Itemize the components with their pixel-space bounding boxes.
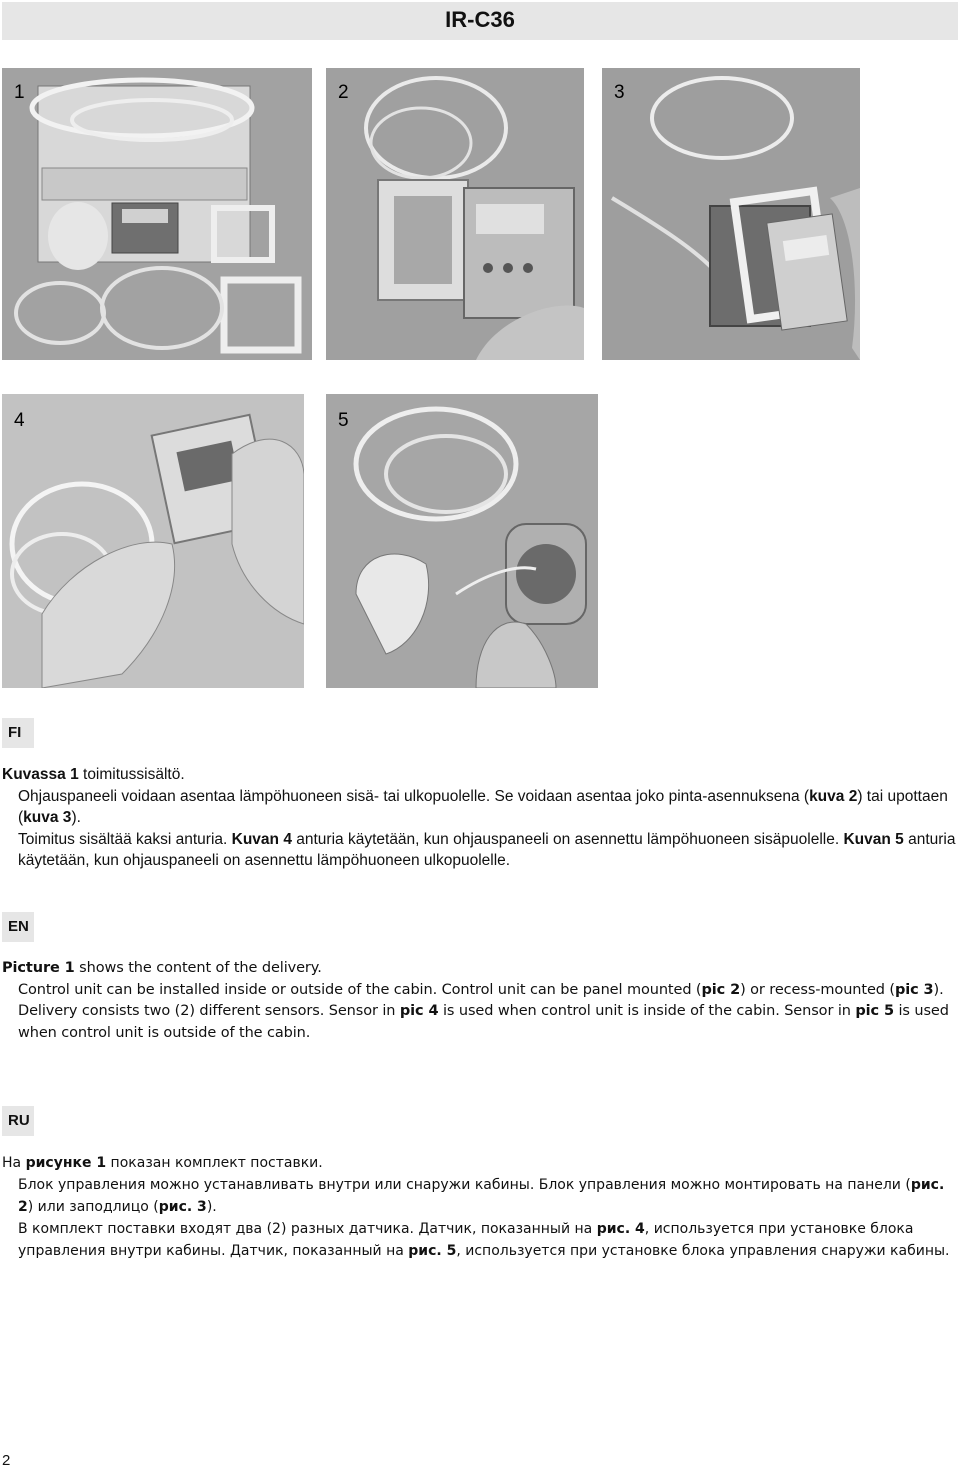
ru-text-2b: ) или заподлицо ( bbox=[27, 1199, 159, 1215]
photo-4-illustration bbox=[2, 394, 304, 688]
photo-3-number: 3 bbox=[614, 82, 625, 103]
ru-text-2c: ). bbox=[206, 1199, 217, 1215]
en-text-3a: Delivery consists two (2) different sensors. Sensor in bbox=[18, 1003, 400, 1019]
ru-ref-picture-3: рис. 3 bbox=[158, 1199, 207, 1215]
en-line-3 bbox=[2, 1001, 958, 1044]
fi-ref-picture-3: kuva 3 bbox=[23, 809, 72, 826]
fi-text-block bbox=[2, 764, 958, 872]
ru-text-1a: На bbox=[2, 1155, 26, 1171]
en-ref-picture-5: pic 5 bbox=[855, 1003, 894, 1019]
ru-line-2 bbox=[2, 1174, 958, 1218]
photo-4-number: 4 bbox=[14, 410, 25, 431]
ru-ref-picture-5: рис. 5 bbox=[408, 1243, 457, 1259]
en-text-2a: Control unit can be installed inside or outside of the cabin. Control unit can be panel mounted ( bbox=[18, 981, 702, 998]
ru-line-1 bbox=[2, 1152, 958, 1174]
fi-text-1: toimitussisältö. bbox=[78, 766, 185, 783]
en-text-2b: ) or recess-mounted ( bbox=[740, 981, 895, 998]
en-text-block bbox=[2, 958, 958, 1044]
ru-ref-picture-2: рис. 2 bbox=[18, 1177, 945, 1215]
language-tag-en: EN bbox=[2, 912, 34, 942]
fi-ref-picture-4: Kuvan 4 bbox=[231, 830, 292, 848]
photo-5-illustration bbox=[326, 394, 598, 688]
en-ref-picture-3: pic 3 bbox=[894, 981, 934, 998]
fi-line-3 bbox=[2, 829, 958, 872]
en-text-2c: ). bbox=[933, 981, 944, 998]
ru-text-block bbox=[2, 1152, 958, 1262]
fi-line-1 bbox=[2, 764, 958, 786]
ru-text-2a: Блок управления можно устанавливать внутри или снаружи кабины. Блок управления можно монтировать на панели ( bbox=[18, 1177, 911, 1193]
en-ref-picture-1: Picture 1 bbox=[2, 960, 75, 976]
fi-ref-picture-2: kuva 2 bbox=[809, 787, 858, 805]
ru-text-3a: В комплект поставки входят два (2) разных датчика. Датчик, показанный на bbox=[18, 1221, 597, 1237]
fi-ref-picture-5: Kuvan 5 bbox=[843, 830, 904, 848]
fi-text-3b: anturia käytetään, kun ohjauspaneeli on asennettu lämpöhuoneen sisäpuolelle. bbox=[291, 830, 844, 848]
photo-5-number: 5 bbox=[338, 410, 349, 431]
photo-1-number: 1 bbox=[14, 82, 25, 103]
language-tag-ru: RU bbox=[2, 1106, 34, 1136]
photo-2-panel-mounting bbox=[326, 68, 584, 360]
photo-2-illustration bbox=[326, 68, 584, 360]
photo-1-illustration bbox=[2, 68, 312, 360]
fi-text-3a: Toimitus sisältää kaksi anturia. bbox=[18, 830, 232, 848]
ru-text-3c: , используется при установке блока управления снаружи кабины. bbox=[456, 1243, 950, 1259]
fi-text-3c: anturia käytetään, kun ohjauspaneeli on asennettu lämpöhuoneen ulkopuolelle. bbox=[18, 830, 956, 869]
en-line-1 bbox=[2, 958, 958, 980]
fi-text-2a: Ohjauspaneeli voidaan asentaa lämpöhuoneen sisä- tai ulkopuolelle. Se voidaan asentaa joko pinta-asennuksena ( bbox=[18, 787, 810, 805]
page-number: 2 bbox=[2, 1452, 11, 1469]
photo-1-delivery-content bbox=[2, 68, 312, 360]
photo-3-recess-mounting bbox=[602, 68, 860, 360]
language-tag-fi: FI bbox=[2, 718, 34, 748]
ru-text-3b: , используется при установке блока управления внутри кабины. Датчик, показанный на bbox=[18, 1221, 914, 1259]
photo-5-sensor-outside bbox=[326, 394, 598, 688]
fi-text-2b: ) tai upottaen ( bbox=[18, 787, 948, 826]
en-line-2 bbox=[2, 980, 958, 1002]
fi-line-2 bbox=[2, 786, 958, 829]
page-header bbox=[2, 2, 958, 40]
photo-3-illustration bbox=[602, 68, 860, 360]
ru-ref-picture-4: рис. 4 bbox=[596, 1221, 645, 1237]
photo-2-number: 2 bbox=[338, 82, 349, 103]
ru-line-3 bbox=[2, 1218, 958, 1262]
en-text-3c: is used when control unit is outside of the cabin. bbox=[18, 1003, 949, 1041]
fi-ref-picture-1: Kuvassa 1 bbox=[2, 766, 79, 783]
ru-text-1b: показан комплект поставки. bbox=[106, 1155, 323, 1171]
en-ref-picture-2: pic 2 bbox=[701, 981, 741, 998]
ru-ref-picture-1: рисунке 1 bbox=[25, 1155, 107, 1171]
en-ref-picture-4: pic 4 bbox=[399, 1003, 439, 1019]
fi-text-2c: ). bbox=[71, 809, 81, 826]
photo-4-sensor-inside bbox=[2, 394, 304, 688]
document-title: IR-C36 bbox=[445, 7, 515, 32]
en-text-1: shows the content of the delivery. bbox=[74, 960, 322, 976]
en-text-3b: is used when control unit is inside of the cabin. Sensor in bbox=[438, 1003, 856, 1019]
